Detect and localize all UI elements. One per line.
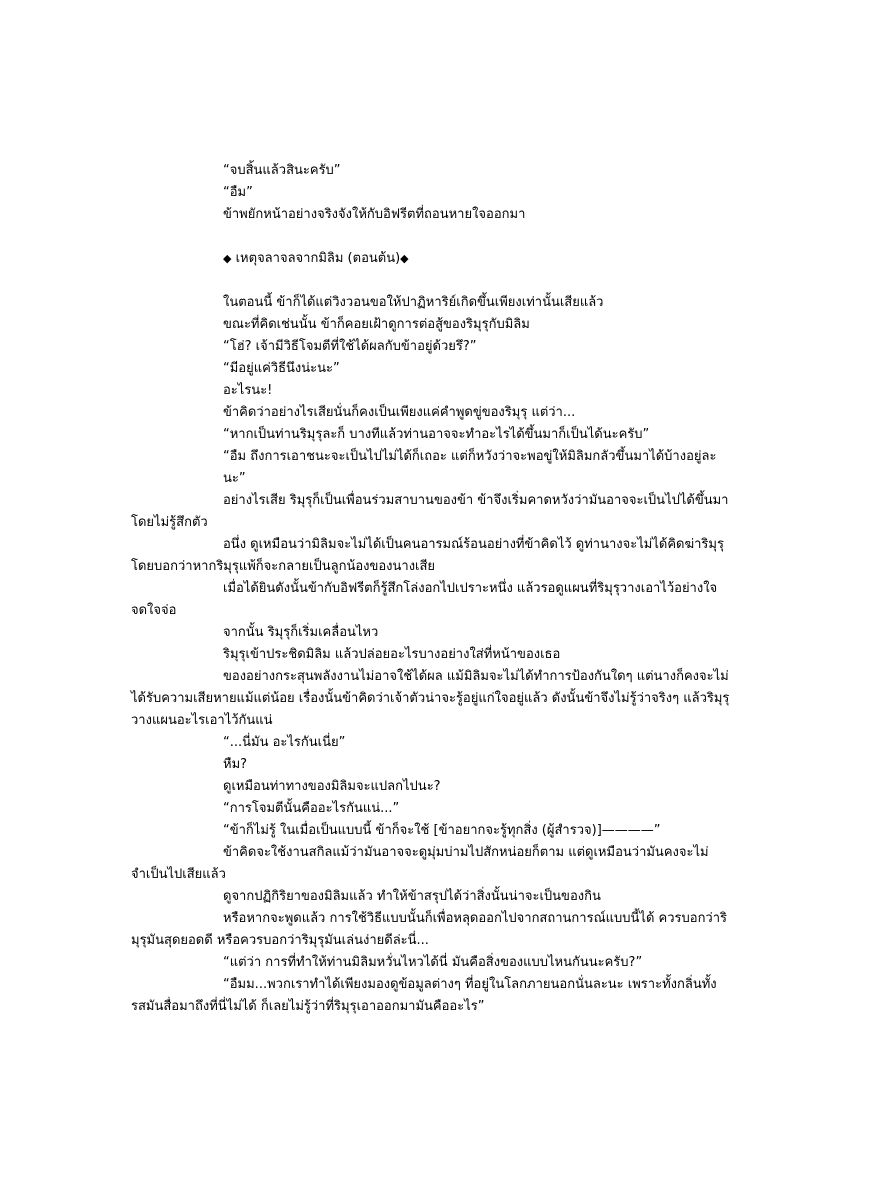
paragraph: ข้าคิดว่าอย่างไรเสียนั่นก็คงเป็นเพียงแค่คำพูดขู่ของริมุรุ แต่ว่า... <box>223 405 576 420</box>
paragraph: “การโจมตีนั้นคืออะไรกันแน่...” <box>223 801 400 816</box>
paragraph: “มีอยู่แค่วิธีนึงน่ะนะ” <box>223 361 340 376</box>
dialogue-line: “จบสิ้นแล้วสินะครับ” <box>223 163 341 178</box>
paragraph: เมื่อได้ยินดังนั้นข้ากับอิฟรีตก็รู้สึกโล่งอกไปเปราะหนึ่ง แล้วรอดูแผนที่ริมุรุวางเอาไว้อย่างใจจดใจจ่อ <box>131 581 718 618</box>
paragraph: “หากเป็นท่านริมุรุละก็ บางทีแล้วท่านอาจจะทำอะไรได้ขึ้นมาก็เป็นได้นะครับ” <box>223 427 650 442</box>
diamond-bullet-icon: ◆ <box>400 252 409 265</box>
paragraph: จากนั้น ริมุรุก็เริ่มเคลื่อนไหว <box>223 625 379 640</box>
paragraph: ริมุรุเข้าประชิดมิลิม แล้วปล่อยอะไรบางอย่างใส่ที่หน้าของเธอ <box>223 647 561 662</box>
paragraph: “แต่ว่า การที่ทำให้ท่านมิลิมหวั่นไหวได้นี่ มันคือสิ่งของแบบไหนกันนะครับ?” <box>223 955 643 970</box>
paragraph: “ข้าก็ไม่รู้ ในเมื่อเป็นแบบนี้ ข้าก็จะใช้ [ข้าอยากจะรู้ทุกสิ่ง (ผู้สำรวจ)]————” <box>223 823 661 838</box>
paragraph: ในตอนนี้ ข้าก็ได้แต่วิงวอนขอให้ปาฏิหาริย์เกิดขึ้นเพียงเท่านั้นเสียแล้ว <box>223 295 604 310</box>
paragraph: ของอย่างกระสุนพลังงานไม่อาจใช้ได้ผล แม้มิลิมจะไม่ได้ทำการป้องกันใดๆ แต่นางก็คงจะไม่ได้รับความเสียหายแม้แต่น้อย เรื่องนั้นข้าคิดว่าเจ้าตัวน่าจะรู้อยู่แก่ใจอยู่แล้ว ดังนั้นข้าจึงไม่รู้ว่าจริงๆ แล้วริมุรุวางแผนอะไรเอาไว้กันแน่ <box>131 669 730 728</box>
paragraph: “...นี่มัน อะไรกันเนี่ย” <box>223 735 346 750</box>
blank-line <box>131 270 731 292</box>
section-heading <box>131 248 731 270</box>
document-body <box>131 160 731 1018</box>
blank-line <box>131 226 731 248</box>
dialogue-line: “อืม” <box>223 185 253 200</box>
paragraph: ข้าคิดจะใช้งานสกิลแม้ว่ามันอาจจะดูมุ่มบ่ามไปสักหน่อยก็ตาม แต่ดูเหมือนว่ามันคงจะไม่จำเป็นไปเสียแล้ว <box>131 845 709 882</box>
diamond-bullet-icon: ◆ <box>223 252 232 265</box>
section-heading-text: เหตุจลาจลจากมิลิม (ตอนต้น) <box>235 251 401 266</box>
paragraph: อะไรนะ! <box>223 383 273 398</box>
paragraph: “โฮ่? เจ้ามีวิธีโจมตีที่ใช้ได้ผลกับข้าอยู่ด้วยรึ?” <box>223 339 477 354</box>
paragraph: ดูเหมือนท่าทางของมิลิมจะแปลกไปนะ? <box>223 779 441 794</box>
paragraph: หืม? <box>223 757 248 772</box>
paragraph: อนึ่ง ดูเหมือนว่ามิลิมจะไม่ได้เป็นคนอารมณ์ร้อนอย่างที่ข้าคิดไว้ ดูท่านางจะไม่ได้คิดฆ่าริมุรุ โดยบอกว่าหากริมุรุแพ้ก็จะกลายเป็นลูกน้องของนางเสีย <box>131 537 724 574</box>
paragraph: หรือหากจะพูดแล้ว การใช้วิธีแบบนั้นก็เพื่อหลุดออกไปจากสถานการณ์แบบนี้ได้ ควรบอกว่าริมุรุมันสุดยอดดี หรือควรบอกว่าริมุรุมันเล่นง่ายดีล่ะนี่... <box>131 911 728 948</box>
paragraph: ขณะที่คิดเช่นนั้น ข้าก็คอยเฝ้าดูการต่อสู้ของริมุรุกับมิลิม <box>223 317 530 332</box>
paragraph: อย่างไรเสีย ริมุรุก็เป็นเพื่อนร่วมสาบานของข้า ข้าจึงเริ่มคาดหวังว่ามันอาจจะเป็นไปได้ขึ้นมาโดยไม่รู้สึกตัว <box>131 493 729 530</box>
narration-line: ข้าพยักหน้าอย่างจริงจังให้กับอิฟรีตที่ถอนหายใจออกมา <box>223 207 526 222</box>
paragraph: “อืม ถึงการเอาชนะจะเป็นไปไม่ได้ก็เถอะ แต่ก็หวังว่าจะพอขู่ให้มิลิมกลัวขึ้นมาได้บ้างอยู่ละนะ” <box>223 449 717 486</box>
paragraph-list <box>131 292 731 1018</box>
paragraph: ดูจากปฏิกิริยาของมิลิมแล้ว ทำให้ข้าสรุปได้ว่าสิ่งนั้นน่าจะเป็นของกิน <box>223 889 601 904</box>
paragraph: “อืมม...พวกเราทำได้เพียงมองดูข้อมูลต่างๆ ที่อยู่ในโลกภายนอกนั่นละนะ เพราะทั้งกลิ่นทั้งรสมันสื่อมาถึงที่นี่ไม่ได้ ก็เลยไม่รู้ว่าที่ริมุรุเอาออกมามันคืออะไร” <box>131 977 717 1014</box>
